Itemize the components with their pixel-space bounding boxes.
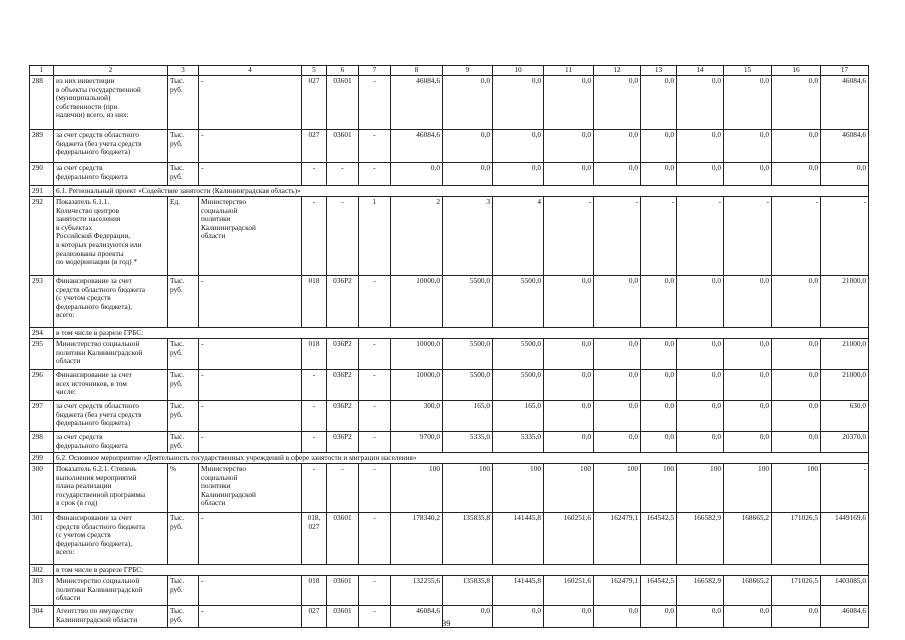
table-cell: 018, 027 — [302, 513, 327, 565]
column-header: 9 — [443, 66, 493, 76]
column-header: 1 — [30, 66, 54, 76]
row-number: 288 — [30, 76, 54, 130]
row-description: Министерство социальной политики Калининградской области — [54, 339, 168, 370]
table-cell: 0,0 — [772, 432, 821, 453]
table-cell: 100 — [641, 464, 677, 513]
table-cell: 018 — [302, 276, 327, 328]
table-cell: - — [302, 464, 327, 513]
table-cell: 100 — [724, 464, 772, 513]
table-row — [30, 163, 869, 186]
table-cell: - — [327, 163, 359, 186]
table-cell: - — [594, 197, 641, 276]
table-cell: 0,0 — [594, 76, 641, 130]
table-cell: 0,0 — [443, 130, 493, 163]
table-cell: 0,0 — [677, 339, 724, 370]
table-cell: - — [199, 432, 302, 453]
table-cell: Тыс. руб. — [168, 276, 199, 328]
table-cell: 036Р2 — [327, 432, 359, 453]
table-cell: - — [199, 130, 302, 163]
table-cell: 027 — [302, 76, 327, 130]
table-cell: - — [359, 576, 391, 606]
table-cell: - — [199, 513, 302, 565]
table-cell: 5500,0 — [493, 370, 544, 401]
table-cell: 0,0 — [772, 76, 821, 130]
table-cell: 0,0 — [641, 339, 677, 370]
table-cell: - — [199, 606, 302, 628]
table-cell: - — [359, 130, 391, 163]
table-cell: 0,0 — [677, 130, 724, 163]
table-cell: 160251,6 — [544, 513, 594, 565]
table-cell: Министерство социальной политики Калининградской области — [199, 197, 302, 276]
row-description: из них инвестиции в объекты государственной (муниципальной) собственности (при наличии) всего, из них: — [54, 76, 168, 130]
table-cell: 1449169,6 — [821, 513, 869, 565]
column-header: 3 — [168, 66, 199, 76]
table-cell: - — [359, 606, 391, 628]
table-cell: 9700,0 — [391, 432, 443, 453]
table-cell: 036Р2 — [327, 339, 359, 370]
row-description: Финансирование за счет всех источников, в том числе: — [54, 370, 168, 401]
table-row — [30, 197, 869, 276]
table-cell: 0,0 — [677, 606, 724, 628]
table-cell: 0,0 — [641, 370, 677, 401]
table-cell: 46084,6 — [821, 130, 869, 163]
table-cell: - — [199, 401, 302, 432]
row-number: 294 — [30, 328, 54, 339]
row-number: 289 — [30, 130, 54, 163]
table-cell: 100 — [677, 464, 724, 513]
row-number: 293 — [30, 276, 54, 328]
table-cell: - — [199, 276, 302, 328]
table-cell: 0,0 — [641, 401, 677, 432]
table-cell: 03601 — [327, 130, 359, 163]
section-title: 6.1. Региональный проект «Содействие занятости (Калининградская область)» — [54, 186, 869, 197]
row-description: Министерство социальной политики Калининградской области — [54, 576, 168, 606]
table-cell: - — [199, 339, 302, 370]
column-header: 8 — [391, 66, 443, 76]
table-cell: % — [168, 464, 199, 513]
table-row — [30, 339, 869, 370]
table-cell: Тыс. руб. — [168, 163, 199, 186]
table-cell: - — [302, 401, 327, 432]
table-cell: - — [359, 401, 391, 432]
table-cell: 100 — [544, 464, 594, 513]
section-row — [30, 186, 869, 197]
table-cell: 027 — [302, 130, 327, 163]
table-cell: 0,0 — [772, 370, 821, 401]
table-row — [30, 370, 869, 401]
table-cell: 0,0 — [724, 370, 772, 401]
column-header: 13 — [641, 66, 677, 76]
section-row — [30, 453, 869, 464]
table-cell: 0,0 — [391, 163, 443, 186]
table-cell: 21000,0 — [821, 276, 869, 328]
table-cell: 03601 — [327, 76, 359, 130]
column-header: 14 — [677, 66, 724, 76]
row-description: за счет средств федерального бюджета — [54, 163, 168, 186]
table-cell: 027 — [302, 606, 327, 628]
row-number: 292 — [30, 197, 54, 276]
row-number: 295 — [30, 339, 54, 370]
table-cell: 0,0 — [544, 130, 594, 163]
table-cell: - — [359, 276, 391, 328]
table-cell: 036Р2 — [327, 276, 359, 328]
table-cell: 5335,0 — [493, 432, 544, 453]
table-cell: 0,0 — [724, 163, 772, 186]
table-cell: Тыс. руб. — [168, 513, 199, 565]
table-row — [30, 432, 869, 453]
section-row — [30, 565, 869, 576]
table-cell: 10000,0 — [391, 276, 443, 328]
table-cell: 0,0 — [641, 432, 677, 453]
row-description: Финансирование за счет средств областного бюджета (с учетом средств федерального бюджета), всего: — [54, 276, 168, 328]
table-cell: - — [199, 76, 302, 130]
table-cell: 0,0 — [493, 130, 544, 163]
table-cell: 100 — [443, 464, 493, 513]
table-cell: 3 — [443, 197, 493, 276]
table-cell: 10000,0 — [391, 370, 443, 401]
table-cell: 0,0 — [677, 276, 724, 328]
row-number: 303 — [30, 576, 54, 606]
row-description: Показатель 6.2.1. Степень выполнения мероприятий плана реализации государственной программы в срок (в год) — [54, 464, 168, 513]
table-cell: 5500,0 — [493, 339, 544, 370]
row-number: 304 — [30, 606, 54, 628]
table-cell: 46084,6 — [821, 76, 869, 130]
table-cell: 165,0 — [493, 401, 544, 432]
column-header: 5 — [302, 66, 327, 76]
table-cell: - — [772, 197, 821, 276]
table-cell: 46084,6 — [391, 130, 443, 163]
row-description: за счет средств областного бюджета (без учета средств федерального бюджета) — [54, 401, 168, 432]
column-header: 7 — [359, 66, 391, 76]
table-cell: 0,0 — [641, 163, 677, 186]
table-cell: Министерство социальной политики Калининградской области — [199, 464, 302, 513]
table-cell: 0,0 — [544, 276, 594, 328]
table-cell: 0,0 — [772, 276, 821, 328]
table-cell: Тыс. руб. — [168, 576, 199, 606]
header-row — [30, 66, 869, 76]
section-row — [30, 328, 869, 339]
table-row — [30, 464, 869, 513]
table-cell: - — [327, 464, 359, 513]
page-number: 39 — [442, 618, 451, 628]
table-cell: 20370,0 — [821, 432, 869, 453]
table-cell: 0,0 — [544, 76, 594, 130]
table-cell: - — [359, 464, 391, 513]
table-cell: 46084,6 — [391, 606, 443, 628]
table-cell: 0,0 — [724, 432, 772, 453]
table-cell: 0,0 — [724, 339, 772, 370]
table-cell: 0,0 — [594, 130, 641, 163]
table-cell: - — [821, 197, 869, 276]
table-cell: - — [359, 432, 391, 453]
section-title: в том числе в разрезе ГРБС: — [54, 565, 869, 576]
table-cell: 0,0 — [594, 370, 641, 401]
table-cell: 166582,9 — [677, 513, 724, 565]
table-cell: Тыс. руб. — [168, 339, 199, 370]
table-cell: - — [821, 464, 869, 513]
table-cell: Тыс. руб. — [168, 76, 199, 130]
table-cell: 0,0 — [443, 163, 493, 186]
budget-table — [29, 65, 869, 628]
table-cell: 164542,5 — [641, 513, 677, 565]
table-cell: 0,0 — [724, 401, 772, 432]
table-cell: 0,0 — [677, 432, 724, 453]
table-cell: 0,0 — [724, 130, 772, 163]
table-cell: - — [359, 76, 391, 130]
row-description: Агентство по имуществу Калининградской области — [54, 606, 168, 628]
table-cell: 160251,6 — [544, 576, 594, 606]
table-cell: 21000,0 — [821, 339, 869, 370]
row-number: 302 — [30, 565, 54, 576]
table-cell: 162479,1 — [594, 513, 641, 565]
table-cell: - — [302, 197, 327, 276]
table-cell: 168665,2 — [724, 513, 772, 565]
table-cell: 162479,1 — [594, 576, 641, 606]
table-cell: 2 — [391, 197, 443, 276]
table-row — [30, 401, 869, 432]
table-cell: - — [724, 197, 772, 276]
table-cell: 630,0 — [821, 401, 869, 432]
column-header: 6 — [327, 66, 359, 76]
column-header: 2 — [54, 66, 168, 76]
table-cell: 0,0 — [772, 606, 821, 628]
table-cell: 018 — [302, 339, 327, 370]
table-cell: - — [359, 370, 391, 401]
table-cell: - — [359, 513, 391, 565]
table-cell: 1 — [359, 197, 391, 276]
table-cell: 0,0 — [724, 276, 772, 328]
table-cell: 100 — [391, 464, 443, 513]
table-cell: 0,0 — [641, 276, 677, 328]
table-row — [30, 130, 869, 163]
table-cell: 0,0 — [594, 432, 641, 453]
section-title: 6.2. Основное мероприятие «Деятельность государственных учреждений в сфере занятости и миграции населения» — [54, 453, 869, 464]
table-cell: - — [359, 339, 391, 370]
table-row — [30, 276, 869, 328]
table-cell: 4 — [493, 197, 544, 276]
table-cell: 0,0 — [493, 606, 544, 628]
table-cell: 178340,2 — [391, 513, 443, 565]
table-row — [30, 76, 869, 130]
table-cell: 0,0 — [493, 163, 544, 186]
column-header: 15 — [724, 66, 772, 76]
table-cell: 0,0 — [594, 339, 641, 370]
row-description: Финансирование за счет средств областного бюджета (с учетом средств федерального бюджета), всего: — [54, 513, 168, 565]
table-cell: 5335,0 — [443, 432, 493, 453]
table-cell: 0,0 — [594, 163, 641, 186]
column-header: 17 — [821, 66, 869, 76]
table-cell: 5500,0 — [443, 339, 493, 370]
table-cell: 171026,5 — [772, 513, 821, 565]
column-header: 11 — [544, 66, 594, 76]
table-cell: 132255,6 — [391, 576, 443, 606]
table-cell: 135835,8 — [443, 576, 493, 606]
row-number: 299 — [30, 453, 54, 464]
table-cell: 171026,5 — [772, 576, 821, 606]
table-cell: 0,0 — [677, 163, 724, 186]
table-cell: 46084,6 — [391, 76, 443, 130]
table-cell: 21000,0 — [821, 370, 869, 401]
table-cell: 03601 — [327, 513, 359, 565]
table-cell: 0,0 — [641, 130, 677, 163]
table-cell: - — [677, 197, 724, 276]
table-cell: Тыс. руб. — [168, 370, 199, 401]
budget-table-sheet — [29, 65, 868, 628]
table-cell: - — [359, 163, 391, 186]
table-cell: Тыс. руб. — [168, 606, 199, 628]
table-cell: Тыс. руб. — [168, 130, 199, 163]
table-cell: 0,0 — [594, 276, 641, 328]
row-description: за счет средств федерального бюджета — [54, 432, 168, 453]
row-number: 300 — [30, 464, 54, 513]
table-cell: - — [199, 576, 302, 606]
table-cell: 0,0 — [772, 401, 821, 432]
table-cell: 300,0 — [391, 401, 443, 432]
table-cell: 0,0 — [641, 76, 677, 130]
table-cell: 0,0 — [594, 401, 641, 432]
table-row — [30, 513, 869, 565]
table-cell: Тыс. руб. — [168, 401, 199, 432]
table-cell: 0,0 — [443, 606, 493, 628]
row-number: 291 — [30, 186, 54, 197]
row-number: 297 — [30, 401, 54, 432]
table-cell: 0,0 — [544, 401, 594, 432]
table-cell: 0,0 — [677, 401, 724, 432]
table-cell: 0,0 — [724, 76, 772, 130]
table-cell: 0,0 — [677, 370, 724, 401]
table-cell: 036Р2 — [327, 370, 359, 401]
row-description: Показатель 6.1.1. Количество центров занятости населения в субъектах Российской Федерации, в которых реализуются или реализованы проекты по модернизации (в год) * — [54, 197, 168, 276]
row-number: 290 — [30, 163, 54, 186]
table-cell: 0,0 — [677, 76, 724, 130]
table-cell: 0,0 — [544, 163, 594, 186]
table-cell: 0,0 — [724, 606, 772, 628]
table-cell: 0,0 — [772, 130, 821, 163]
table-cell: - — [199, 370, 302, 401]
table-cell: - — [302, 163, 327, 186]
table-cell: 166582,9 — [677, 576, 724, 606]
column-header: 4 — [199, 66, 302, 76]
table-cell: 165,0 — [443, 401, 493, 432]
table-cell: - — [641, 197, 677, 276]
table-cell: - — [544, 197, 594, 276]
table-cell: 10000,0 — [391, 339, 443, 370]
table-cell: 135835,8 — [443, 513, 493, 565]
table-cell: 0,0 — [641, 606, 677, 628]
table-cell: 5500,0 — [493, 276, 544, 328]
table-cell: 0,0 — [544, 370, 594, 401]
table-cell: 0,0 — [544, 339, 594, 370]
table-cell: 0,0 — [772, 339, 821, 370]
table-cell: - — [199, 163, 302, 186]
table-cell: 03601 — [327, 606, 359, 628]
table-cell: 100 — [493, 464, 544, 513]
row-number: 301 — [30, 513, 54, 565]
table-cell: 141445,8 — [493, 513, 544, 565]
table-cell: 100 — [772, 464, 821, 513]
table-cell: 5500,0 — [443, 276, 493, 328]
table-cell: 168665,2 — [724, 576, 772, 606]
table-cell: 036Р2 — [327, 401, 359, 432]
table-cell: Ед. — [168, 197, 199, 276]
table-cell: 0,0 — [821, 163, 869, 186]
table-row — [30, 576, 869, 606]
row-number: 298 — [30, 432, 54, 453]
row-number: 296 — [30, 370, 54, 401]
table-cell: 03601 — [327, 576, 359, 606]
table-cell: 5500,0 — [443, 370, 493, 401]
table-cell: 141445,8 — [493, 576, 544, 606]
table-cell: 0,0 — [544, 606, 594, 628]
table-cell: Тыс. руб. — [168, 432, 199, 453]
table-cell: 1403085,0 — [821, 576, 869, 606]
table-cell: - — [302, 432, 327, 453]
table-cell: 0,0 — [443, 76, 493, 130]
column-header: 10 — [493, 66, 544, 76]
table-cell: - — [302, 370, 327, 401]
table-cell: 0,0 — [594, 606, 641, 628]
table-cell: 0,0 — [544, 432, 594, 453]
table-cell: 0,0 — [493, 76, 544, 130]
column-header: 16 — [772, 66, 821, 76]
table-cell: 0,0 — [772, 163, 821, 186]
row-description: за счет средств областного бюджета (без учета средств федерального бюджета) — [54, 130, 168, 163]
section-title: в том числе в разрезе ГРБС: — [54, 328, 869, 339]
table-cell: 100 — [594, 464, 641, 513]
table-cell: 164542,5 — [641, 576, 677, 606]
column-header: 12 — [594, 66, 641, 76]
table-cell: 46084,6 — [821, 606, 869, 628]
table-cell: 018 — [302, 576, 327, 606]
table-cell: - — [327, 197, 359, 276]
